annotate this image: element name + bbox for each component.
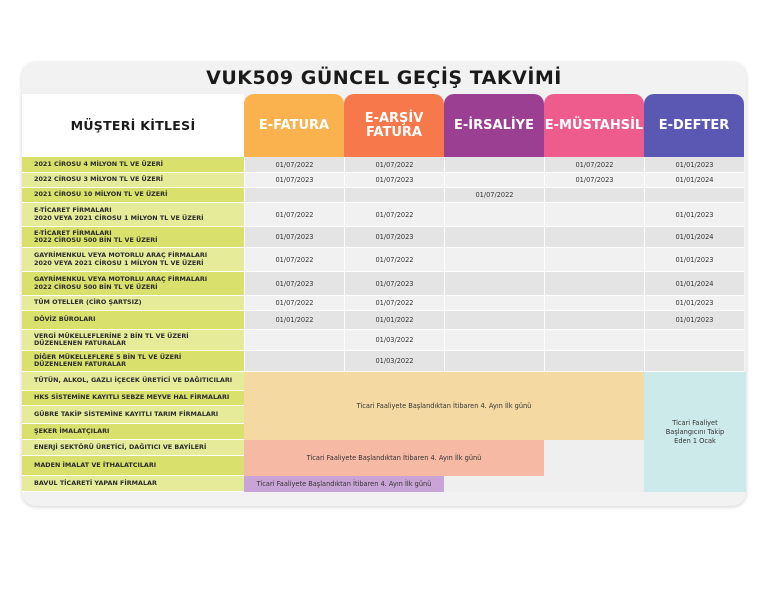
table-cell — [444, 203, 544, 227]
row-label: DÖVİZ BÜROLARI — [22, 311, 244, 330]
row-label: BAVUL TİCARETİ YAPAN FİRMALAR — [22, 476, 244, 492]
row-label: GÜBRE TAKİP SİSTEMİNE KAYITLI TARIM FİRMALARI — [22, 406, 244, 424]
table-cell — [544, 272, 644, 296]
calendar-card — [22, 62, 746, 506]
header-e-irsaliye: E-İRSALİYE — [444, 94, 544, 157]
table-cell: 01/01/2023 — [644, 157, 744, 173]
row-label: 2021 CİROSU 10 MİLYON TL VE ÜZERİ — [22, 188, 244, 203]
row-label: HKS SİSTEMİNE KAYITLI SEBZE MEYVE HAL FİRMALARI — [22, 391, 244, 406]
row-label: DİĞER MÜKELLEFLERE 5 BİN TL VE ÜZERİ DÜZENLENEN FATURALAR — [22, 351, 244, 372]
header-e-mustahsil: E-MÜSTAHSİL — [544, 94, 644, 157]
header-audience: MÜŞTERİ KİTLESİ — [22, 94, 244, 157]
table-cell: 01/01/2023 — [644, 248, 744, 272]
table-cell: 01/07/2023 — [244, 272, 344, 296]
table-cell — [244, 188, 344, 203]
table-cell: 01/07/2022 — [544, 157, 644, 173]
row-label: ŞEKER İMALATÇILARI — [22, 424, 244, 440]
row-label: VERGİ MÜKELLEFLERİNE 2 BİN TL VE ÜZERİ DÜZENLENEN FATURALAR — [22, 330, 244, 351]
row-label: GAYRİMENKUL VEYA MOTORLU ARAÇ FİRMALARI 2020 VEYA 2021 CİROSU 1 MİLYON TL VE ÜZERİ — [22, 248, 244, 272]
table-cell — [444, 227, 544, 248]
table-cell: 01/01/2023 — [644, 296, 744, 311]
table-cell — [244, 330, 344, 351]
table-cell: 01/01/2023 — [644, 203, 744, 227]
table-cell — [444, 311, 544, 330]
table-cell: 01/01/2024 — [644, 272, 744, 296]
table-cell — [444, 173, 544, 188]
table-cell: 01/01/2024 — [644, 227, 744, 248]
table-cell — [444, 330, 544, 351]
table-cell — [644, 351, 744, 372]
table-cell: 01/07/2023 — [344, 272, 444, 296]
header-e-fatura: E-FATURA — [244, 94, 344, 157]
row-label: GAYRİMENKUL VEYA MOTORLU ARAÇ FİRMALARI 2022 CİROSU 500 BİN TL VE ÜZERİ — [22, 272, 244, 296]
table-cell — [244, 351, 344, 372]
table-cell: 01/07/2023 — [244, 227, 344, 248]
row-label: ENERJİ SEKTÖRÜ ÜRETİCİ, DAĞITICI VE BAYİLERİ — [22, 440, 244, 456]
table-cell: 01/07/2023 — [544, 173, 644, 188]
table-cell: 01/07/2023 — [344, 173, 444, 188]
table-cell — [544, 311, 644, 330]
table-cell: 01/07/2023 — [244, 173, 344, 188]
table-cell: 01/07/2022 — [344, 296, 444, 311]
table-cell — [544, 330, 644, 351]
row-label: E-TİCARET FİRMALARI 2020 VEYA 2021 CİROSU 1 MİLYON TL VE ÜZERİ — [22, 203, 244, 227]
table-cell: 01/07/2022 — [244, 203, 344, 227]
table-cell: 01/03/2022 — [344, 330, 444, 351]
row-label: 2021 CİROSU 4 MİLYON TL VE ÜZERİ — [22, 157, 244, 173]
table-cell: 01/01/2023 — [644, 311, 744, 330]
table-cell: 01/07/2022 — [344, 203, 444, 227]
table-cell — [544, 351, 644, 372]
table-cell: 01/01/2022 — [344, 311, 444, 330]
table-cell: 01/07/2023 — [344, 227, 444, 248]
table-cell: 01/07/2022 — [344, 248, 444, 272]
table-cell: 01/01/2022 — [244, 311, 344, 330]
span-ticari-4-ay-all: Ticari Faaliyete Başlandıktan İtibaren 4. Ayın İlk günü — [244, 372, 644, 440]
table-cell — [444, 157, 544, 173]
table-cell — [644, 188, 744, 203]
table-cell — [444, 351, 544, 372]
row-label: 2022 CİROSU 3 MİLYON TL VE ÜZERİ — [22, 173, 244, 188]
span-defter-takip: Ticari Faaliyet Başlangıcını Takip Eden 1 Ocak — [644, 372, 746, 492]
table-cell — [544, 203, 644, 227]
table-cell: 01/07/2022 — [244, 248, 344, 272]
table-cell — [444, 272, 544, 296]
header-e-defter: E-DEFTER — [644, 94, 744, 157]
table-cell — [344, 188, 444, 203]
row-label: E-TİCARET FİRMALARI 2022 CİROSU 500 BİN TL VE ÜZERİ — [22, 227, 244, 248]
row-label: MADEN İMALAT VE İTHALATCILARI — [22, 456, 244, 476]
table-cell — [444, 296, 544, 311]
row-label: TÜM OTELLER (CİRO ŞARTSIZ) — [22, 296, 244, 311]
table-cell — [444, 248, 544, 272]
row-label: TÜTÜN, ALKOL, GAZLI İÇECEK ÜRETİCİ VE DAĞITICILARI — [22, 372, 244, 391]
table-cell — [544, 188, 644, 203]
span-ticari-4-ay-energy: Ticari Faaliyete Başlandıktan İtibaren 4. Ayın İlk günü — [244, 440, 544, 476]
table-cell — [644, 330, 744, 351]
table-cell — [544, 296, 644, 311]
page-title: VUK509 GÜNCEL GEÇİŞ TAKVİMİ — [206, 67, 562, 89]
table-cell: 01/07/2022 — [444, 188, 544, 203]
span-ticari-4-ay-bavul: Ticari Faaliyete Başlandıktan İtibaren 4. Ayın İlk günü — [244, 476, 444, 492]
header-e-arsiv-fatura: E-ARŞİV FATURA — [344, 94, 444, 157]
table-cell: 01/07/2022 — [344, 157, 444, 173]
table-cell — [544, 248, 644, 272]
table-cell: 01/07/2022 — [244, 157, 344, 173]
table-cell: 01/07/2022 — [244, 296, 344, 311]
table-cell: 01/03/2022 — [344, 351, 444, 372]
table-cell: 01/01/2024 — [644, 173, 744, 188]
table-cell — [544, 227, 644, 248]
